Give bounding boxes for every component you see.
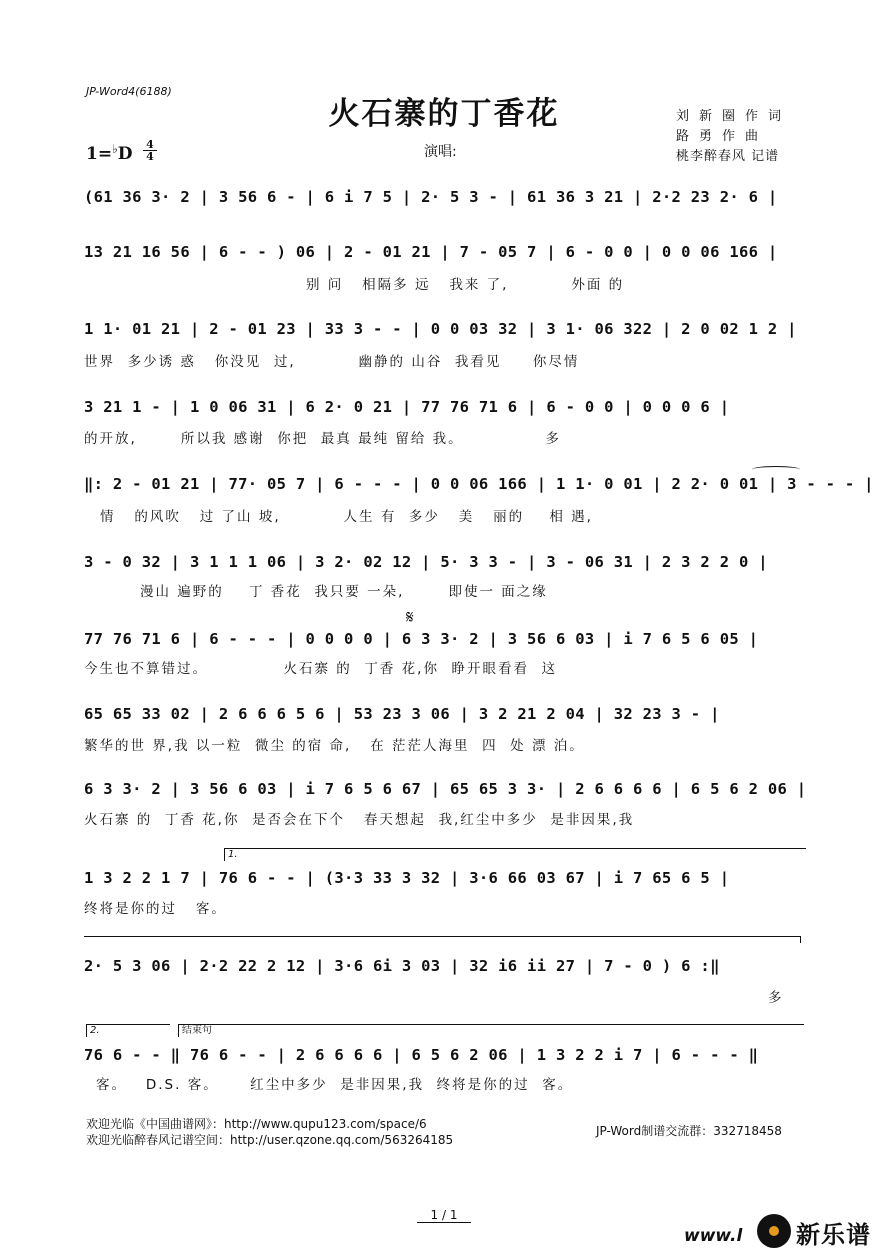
coda-bracket: 结束句 bbox=[178, 1024, 804, 1037]
notation-line-11: 2· 5 3 06 | 2·2 22 2 12 | 3·6 6i 3 03 | 32 i6 ii 27 | 7 - 0 ) 6 :‖ bbox=[84, 957, 720, 975]
notation-line-5: ‖: 2 - 01 21 | 77· 05 7 | 6 - - - | 0 0 06 166 | 1 1· 0 01 | 2 2· 0 01 | 3 - - - | bbox=[84, 475, 874, 493]
tie-mark bbox=[752, 466, 800, 473]
page-number bbox=[0, 1208, 888, 1222]
lyric-line-10: 终将是你的过 客。 bbox=[84, 901, 227, 917]
lyric-line-4: 的开放, 所以我 感谢 你把 最真 最纯 留给 我。 多 bbox=[84, 431, 561, 447]
singer-label: 演唱: bbox=[424, 144, 457, 160]
lyric-line-5: 情 的风吹 过 了山 坡, 人生 有 多少 美 丽的 相 遇, bbox=[100, 509, 593, 525]
logo-name: 新乐谱 bbox=[796, 1221, 871, 1249]
notation-line-7: 77 76 71 6 | 6 - - - | 0 0 0 0 | 6 3 3· 2 | 3 56 6 03 | i 7 6 5 6 05 | bbox=[84, 630, 759, 648]
notation-line-4: 3 21 1 - | 1 0 06 31 | 6 2· 0 21 | 77 76 71 6 | 6 - 0 0 | 0 0 0 6 | bbox=[84, 398, 730, 416]
notation-line-2: 13 21 16 56 | 6 - - ) 06 | 2 - 01 21 | 7 - 05 7 | 6 - 0 0 | 0 0 06 166 | bbox=[84, 243, 778, 261]
segno-sign: 𝄋 bbox=[406, 607, 414, 628]
lyricist: 刘新圈作词 bbox=[676, 109, 792, 124]
lyric-line-8: 繁华的世 界,我 以一粒 微尘 的宿 命, 在 茫茫人海里 四 处 漂 泊。 bbox=[84, 738, 585, 754]
page-number-text: 1 / 1 bbox=[417, 1208, 472, 1223]
key-note: D bbox=[117, 144, 133, 164]
notation-line-12: 76 6 - - ‖ 76 6 - - | 2 6 6 6 6 | 6 5 6 2 06 | 1 3 2 2 i 7 | 6 - - - ‖ bbox=[84, 1046, 759, 1064]
composer: 路勇作曲 bbox=[676, 129, 769, 144]
notation-line-3: 1 1· 01 21 | 2 - 01 23 | 33 3 - - | 0 0 03 32 | 3 1· 06 322 | 2 0 02 1 2 | bbox=[84, 320, 797, 338]
footer-link-1[interactable]: 欢迎光临《中国曲谱网》：http://www.qupu123.com/space/6 bbox=[86, 1117, 427, 1131]
footer-group: JP-Word制谱交流群：332718458 bbox=[596, 1124, 782, 1138]
notation-line-6: 3 - 0 32 | 3 1 1 1 06 | 3 2· 02 12 | 5· 3 3 - | 3 - 06 31 | 2 3 2 2 0 | bbox=[84, 553, 768, 571]
transcriber: 桃李醉春风 记谱 bbox=[676, 149, 780, 164]
time-bottom: 4 bbox=[146, 150, 154, 163]
lyric-line-12: 客。 D.S. 客。 红尘中多少 是非因果,我 终将是你的过 客。 bbox=[96, 1077, 574, 1093]
lyric-line-9: 火石寨 的 丁香 花,你 是否会在下个 春天想起 我,红尘中多少 是非因果,我 bbox=[84, 812, 635, 828]
second-ending: 2. bbox=[86, 1024, 170, 1037]
notation-line-9: 6 3 3· 2 | 3 56 6 03 | i 7 6 5 6 67 | 65 65 3 3· | 2 6 6 6 6 | 6 5 6 2 06 | bbox=[84, 780, 807, 798]
notation-line-1: (61 36 3· 2 | 3 56 6 - | 6 i 7 5 | 2· 5 3 - | 61 36 3 21 | 2·2 23 2· 6 | bbox=[84, 188, 778, 206]
notation-line-10: 1 3 2 2 1 7 | 76 6 - - | (3·3 33 3 32 | 3·6 66 03 67 | i 7 65 6 5 | bbox=[84, 869, 730, 887]
key-signature bbox=[86, 142, 133, 164]
footer-link-2[interactable]: 欢迎光临醉春风记谱空间：http://user.qzone.qq.com/563264185 bbox=[86, 1133, 454, 1147]
lyric-line-2: 别 问 相隔多 远 我来 了, 外面 的 bbox=[306, 277, 625, 293]
record-logo-icon bbox=[757, 1214, 791, 1248]
flat-symbol: ♭ bbox=[112, 142, 118, 156]
time-top: 4 bbox=[143, 139, 157, 151]
time-signature bbox=[143, 139, 157, 162]
notation-line-8: 65 65 33 02 | 2 6 6 6 5 6 | 53 23 3 06 | 3 2 21 2 04 | 32 23 3 - | bbox=[84, 705, 720, 723]
lyric-line-3: 世界 多少诱 惑 你没见 过, 幽静的 山谷 我看见 你尽情 bbox=[84, 354, 580, 370]
credits bbox=[676, 107, 791, 167]
source-label: JP-Word4(6188) bbox=[86, 85, 172, 98]
footer-links bbox=[86, 1116, 453, 1148]
song-title: 火石寨的丁香花 bbox=[328, 96, 560, 132]
lyric-line-7: 今生也不算错过。 火石寨 的 丁香 花,你 睁开眼看看 这 bbox=[84, 661, 558, 677]
lyric-line-11: 多 bbox=[768, 990, 784, 1006]
first-ending: 1. bbox=[224, 848, 806, 861]
logo-url: www.l bbox=[684, 1226, 743, 1246]
first-ending-continuation bbox=[84, 936, 801, 943]
lyric-line-6: 漫山 遍野的 丁 香花 我只要 一朵, 即使一 面之缘 bbox=[140, 584, 548, 600]
key-prefix: 1= bbox=[86, 144, 113, 164]
